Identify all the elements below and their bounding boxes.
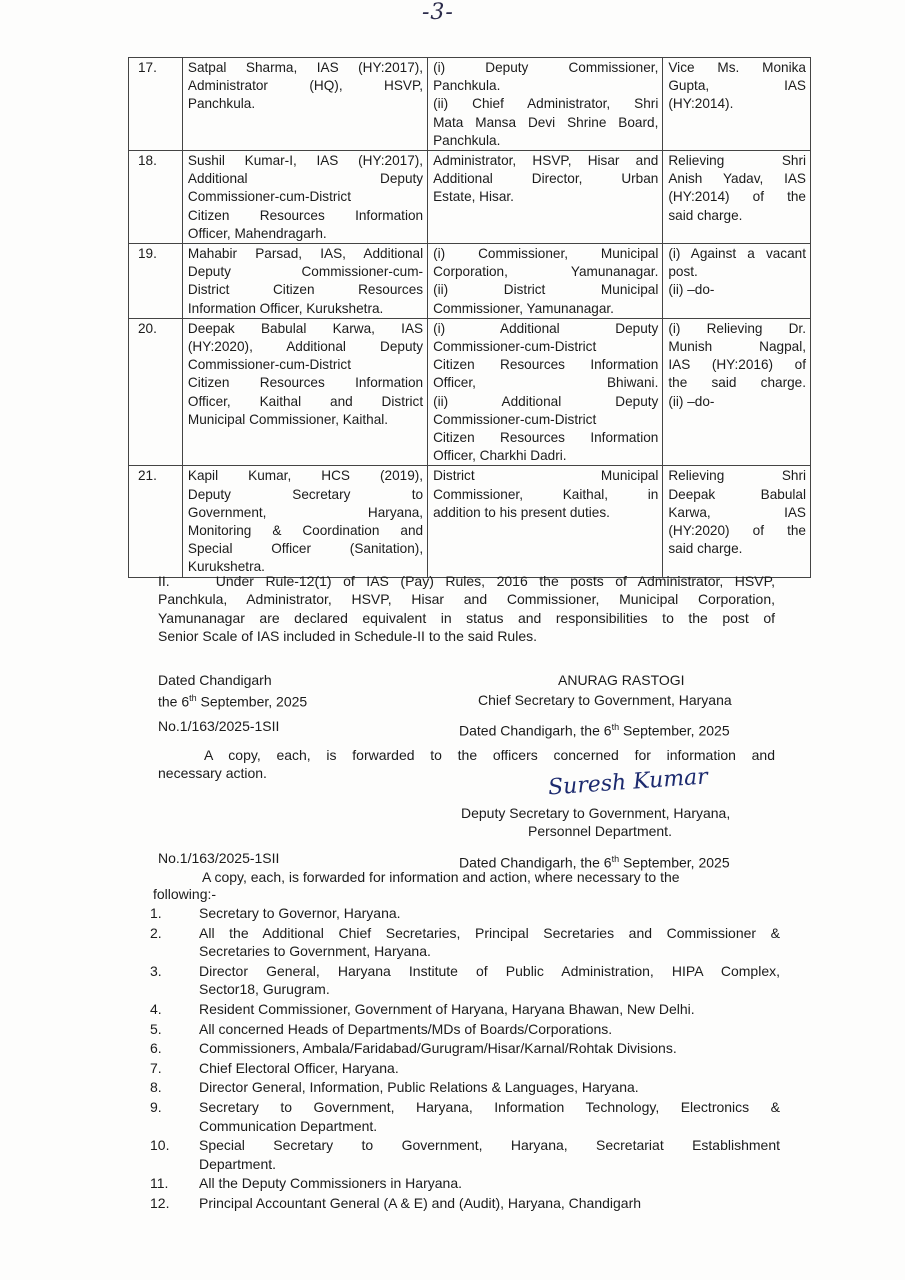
- cell-line: Satpal Sharma, IAS (HY:2017),: [187, 60, 424, 75]
- cell-line: (i) Deputy Commissioner,: [433, 60, 659, 75]
- cell-line: Sushil Kumar-I, IAS (HY:2017),: [187, 153, 424, 169]
- paragraph-ii-line: Yamunanagar are declared equivalent in status and responsibilities to the post of: [158, 609, 775, 626]
- distribution-item-number: 1.: [150, 905, 162, 921]
- cell-line: Relieving Shri: [668, 468, 806, 484]
- cell-line: Commissioner-cum-District: [433, 411, 597, 427]
- distribution-item: [150, 924, 780, 961]
- cell-line: (ii) Additional Deputy: [433, 393, 659, 409]
- serial-number-cell: 19.: [129, 244, 183, 319]
- distribution-item: [150, 1078, 780, 1097]
- distribution-list: [150, 904, 780, 1214]
- distribution-item: [150, 1194, 780, 1213]
- paragraph-ii-line: Senior Scale of IAS included in Schedule-II to the said Rules.: [158, 628, 537, 645]
- distribution-item-text: Director General, Haryana Institute of Public Administration, HIPA Complex,: [199, 962, 780, 979]
- paragraph-ii: [158, 572, 775, 646]
- cell-line: Vice Ms. Monika: [668, 60, 806, 75]
- distribution-item: [150, 1000, 780, 1019]
- cell-line: IAS (HY:2016) of: [668, 357, 806, 373]
- endorsement-1-number: No.1/163/2025-1SII: [158, 718, 280, 734]
- officer-cell: [182, 151, 427, 244]
- cell-line: (i) Commissioner, Municipal: [433, 246, 659, 262]
- table-row: [129, 466, 811, 577]
- distribution-item: [150, 1136, 780, 1173]
- cell-line: Government, Haryana,: [187, 504, 424, 520]
- cell-line: Karwa, IAS: [668, 504, 806, 520]
- cell-line: Kurukshetra.: [187, 559, 265, 575]
- cell-line: Deputy Commissioner-cum-: [187, 264, 424, 280]
- cell-line: (ii) –do-: [668, 393, 715, 409]
- cell-line: Commissioner-cum-District: [187, 189, 352, 205]
- deputy-secretary-title: Deputy Secretary to Government, Haryana,: [461, 805, 731, 821]
- endorsement-2-text-line1: A copy, each, is forwarded for information and action, where necessary to the: [202, 869, 680, 885]
- endorsement-2-number: No.1/163/2025-1SII: [158, 850, 280, 866]
- cell-line: Mahabir Parsad, IAS, Additional: [187, 246, 424, 262]
- distribution-item-text: Secretary to Government, Haryana, Information Technology, Electronics &: [199, 1098, 780, 1115]
- table-row: [129, 244, 811, 319]
- cell-line: Estate, Hisar.: [433, 189, 514, 205]
- cell-line: Gupta, IAS: [668, 78, 806, 94]
- handwritten-signature: Suresh Kumar: [547, 764, 709, 801]
- cell-line: (i) Against a vacant: [668, 246, 806, 262]
- cell-line: Panchkula.: [433, 78, 501, 94]
- serial-number-cell: 20.: [129, 318, 183, 466]
- officer-cell: [182, 466, 427, 577]
- remark-cell: [663, 244, 811, 319]
- posting-cell: [428, 58, 663, 151]
- cell-line: Kapil Kumar, HCS (2019),: [187, 468, 424, 484]
- cell-line: Officer, Mahendragarh.: [187, 225, 327, 241]
- cell-line: Municipal Commissioner, Kaithal.: [187, 411, 389, 427]
- cell-line: Administrator, HSVP, Hisar and: [433, 153, 659, 169]
- cell-line: Deepak Babulal Karwa, IAS: [187, 320, 424, 336]
- endorsement-1-date: Dated Chandigarh, the 6th September, 2025: [459, 722, 730, 739]
- distribution-item-text: All the Deputy Commissioners in Haryana.: [199, 1175, 462, 1192]
- endorsement-2-text-line2: following:-: [153, 886, 217, 902]
- distribution-item-text: Chief Electoral Officer, Haryana.: [199, 1059, 399, 1076]
- endorsement-1-text-line1: A copy, each, is forwarded to the officers concerned for information and: [204, 747, 775, 763]
- cell-line: (HY:2014).: [668, 96, 734, 112]
- distribution-item: [150, 1098, 780, 1135]
- cell-line: (HY:2014) of the: [668, 189, 806, 205]
- cell-line: Monitoring & Coordination and: [187, 523, 424, 539]
- cell-line: District Citizen Resources: [187, 282, 424, 298]
- cell-line: addition to his present duties.: [433, 504, 610, 520]
- distribution-item-text: Secretary to Governor, Haryana.: [199, 905, 401, 921]
- distribution-item-text: Sector18, Gurugram.: [199, 981, 330, 998]
- cell-line: Officer, Kaithal and District: [187, 393, 424, 409]
- officer-cell: [182, 244, 427, 319]
- distribution-item-text: Communication Department.: [199, 1117, 378, 1134]
- cell-line: the said charge.: [668, 375, 806, 391]
- distribution-item-text: Secretaries to Government, Haryana.: [199, 943, 431, 960]
- cell-line: Special Officer (Sanitation),: [187, 541, 424, 557]
- cell-line: Administrator (HQ), HSVP,: [187, 78, 424, 94]
- endorsement-2-date: Dated Chandigarh, the 6th September, 2025: [459, 854, 730, 871]
- distribution-item-number: 8.: [150, 1079, 162, 1096]
- cell-line: Officer, Bhiwani.: [433, 375, 659, 391]
- cell-line: (i) Relieving Dr.: [668, 320, 806, 336]
- distribution-item-number: 11.: [150, 1175, 169, 1192]
- signatory-title: Chief Secretary to Government, Haryana: [478, 692, 732, 708]
- cell-line: Officer, Charkhi Dadri.: [433, 448, 567, 464]
- cell-line: said charge.: [668, 541, 743, 557]
- cell-line: District Municipal: [433, 468, 659, 484]
- cell-line: Information Officer, Kurukshetra.: [187, 300, 384, 316]
- distribution-item-number: 4.: [150, 1000, 162, 1017]
- distribution-item-number: 12.: [150, 1194, 170, 1211]
- officer-cell: [182, 58, 427, 151]
- table-row: [129, 151, 811, 244]
- paragraph-ii-line: Panchkula, Administrator, HSVP, Hisar and Commissioner, Municipal Corporation,: [158, 591, 775, 608]
- cell-line: Panchkula.: [433, 132, 501, 148]
- cell-line: (HY:2020), Additional Deputy: [187, 339, 424, 355]
- distribution-item-text: Commissioners, Ambala/Faridabad/Gurugram/Hisar/Karnal/Rohtak Divisions.: [199, 1040, 677, 1057]
- posting-cell: [428, 318, 663, 466]
- cell-line: Mata Mansa Devi Shrine Board,: [433, 114, 659, 130]
- cell-line: Commissioner, Yamunanagar.: [433, 300, 614, 316]
- cell-line: Commissioner, Kaithal, in: [433, 486, 659, 502]
- cell-line: Additional Director, Urban: [433, 171, 659, 187]
- department-name: Personnel Department.: [528, 823, 672, 839]
- distribution-item-number: 3.: [150, 962, 162, 979]
- serial-number-cell: 21.: [129, 466, 183, 577]
- cell-line: (i) Additional Deputy: [433, 320, 659, 336]
- distribution-item-number: 9.: [150, 1098, 162, 1115]
- transfer-orders-table: [128, 57, 811, 578]
- distribution-item: [150, 1039, 780, 1058]
- remark-cell: [663, 58, 811, 151]
- cell-line: post.: [668, 264, 698, 280]
- cell-line: Citizen Resources Information: [187, 207, 424, 223]
- distribution-item-text: Special Secretary to Government, Haryana, Secretariat Establishment: [199, 1137, 780, 1154]
- table-row: [129, 58, 811, 151]
- cell-line: Corporation, Yamunanagar.: [433, 264, 659, 280]
- remark-cell: [663, 318, 811, 466]
- cell-line: Panchkula.: [187, 96, 256, 112]
- cell-line: Citizen Resources Information: [433, 357, 659, 373]
- distribution-item-text: All concerned Heads of Departments/MDs of Boards/Corporations.: [199, 1020, 613, 1037]
- table-row: [129, 318, 811, 466]
- distribution-item-number: 2.: [150, 924, 162, 941]
- cell-line: Deepak Babulal: [668, 486, 806, 502]
- distribution-item: [150, 1174, 780, 1193]
- distribution-item-number: 7.: [150, 1059, 162, 1076]
- cell-line: Commissioner-cum-District: [433, 339, 597, 355]
- distribution-item-text: Resident Commissioner, Government of Haryana, Haryana Bhawan, New Delhi.: [199, 1000, 695, 1017]
- dated-date: the 6th September, 2025: [158, 693, 308, 710]
- distribution-item: [150, 904, 780, 923]
- cell-line: Deputy Secretary to: [187, 486, 424, 502]
- cell-line: (HY:2020) of the: [668, 523, 806, 539]
- page-number: -3-: [422, 0, 454, 25]
- cell-line: Commissioner-cum-District: [187, 357, 352, 373]
- endorsement-1-text-line2: necessary action.: [158, 765, 267, 781]
- distribution-item-number: 10.: [150, 1137, 170, 1154]
- serial-number-cell: 17.: [129, 58, 183, 151]
- cell-line: Citizen Resources Information: [433, 430, 659, 446]
- cell-line: said charge.: [668, 207, 743, 223]
- cell-line: (ii) Chief Administrator, Shri: [433, 96, 659, 112]
- remark-cell: [663, 466, 811, 577]
- officer-cell: [182, 318, 427, 466]
- paragraph-ii-line: II. Under Rule-12(1) of IAS (Pay) Rules, 2016 the posts of Administrator, HSVP,: [158, 573, 775, 589]
- cell-line: (ii) –do-: [668, 282, 715, 298]
- distribution-item: [150, 1020, 780, 1039]
- serial-number-cell: 18.: [129, 151, 183, 244]
- cell-line: Additional Deputy: [187, 171, 424, 187]
- cell-line: (ii) District Municipal: [433, 282, 659, 298]
- posting-cell: [428, 466, 663, 577]
- signatory-name: ANURAG RASTOGI: [558, 672, 685, 688]
- distribution-item-number: 6.: [150, 1040, 162, 1057]
- distribution-item-number: 5.: [150, 1020, 162, 1037]
- distribution-item-text: All the Additional Chief Secretaries, Principal Secretaries and Commissioner &: [199, 924, 780, 941]
- remark-cell: [663, 151, 811, 244]
- distribution-item-text: Director General, Information, Public Relations & Languages, Haryana.: [199, 1079, 639, 1096]
- distribution-item: [150, 1059, 780, 1078]
- distribution-item-text: Principal Accountant General (A & E) and (Audit), Haryana, Chandigarh: [199, 1194, 642, 1211]
- posting-cell: [428, 244, 663, 319]
- dated-place: Dated Chandigarh: [158, 672, 272, 688]
- distribution-item: [150, 962, 780, 999]
- cell-line: Relieving Shri: [668, 153, 806, 169]
- cell-line: Citizen Resources Information: [187, 375, 424, 391]
- posting-cell: [428, 151, 663, 244]
- distribution-item-text: Department.: [199, 1155, 277, 1172]
- cell-line: Munish Nagpal,: [668, 339, 806, 355]
- cell-line: Anish Yadav, IAS: [668, 171, 806, 187]
